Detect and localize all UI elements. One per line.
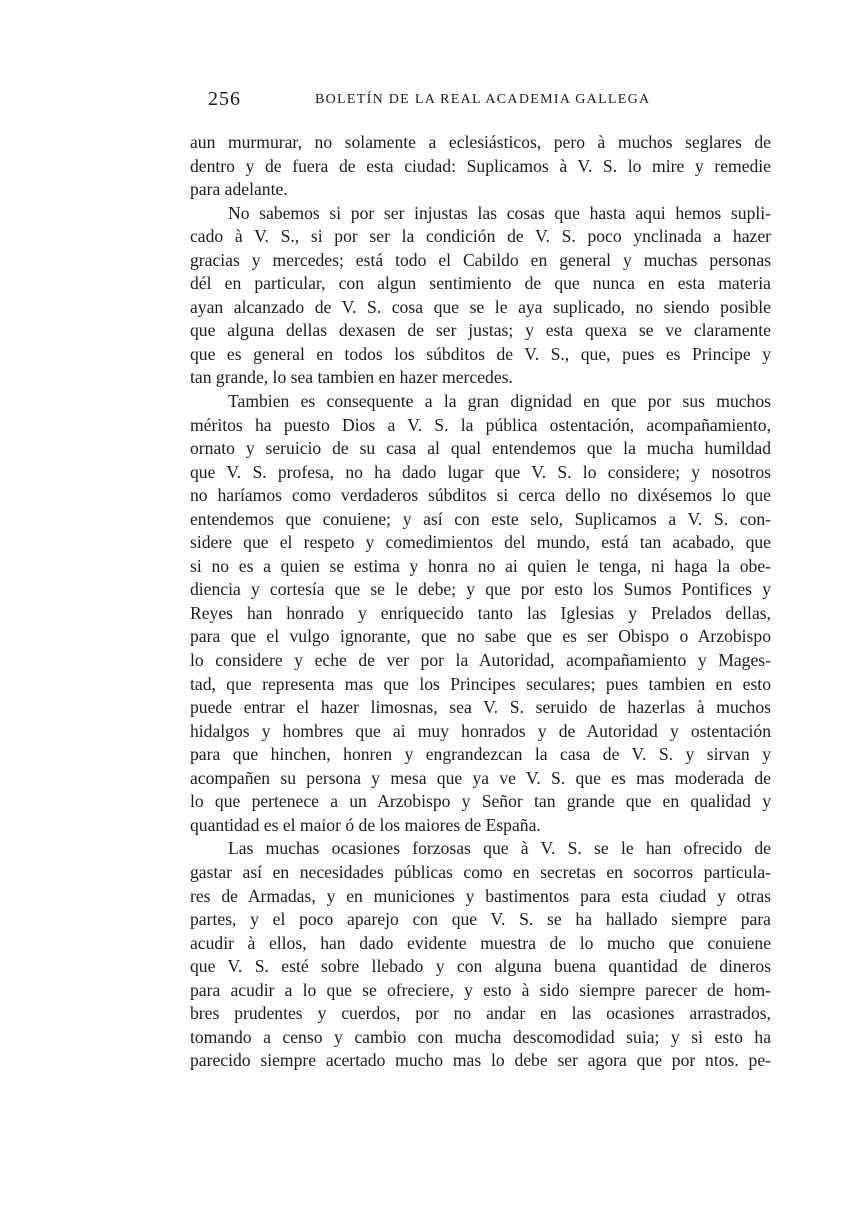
page-header <box>208 88 651 112</box>
text-line: que V. S. profesa, no ha dado lugar que V. S. lo considere; y nosotros <box>190 461 771 482</box>
text-line: tan grande, lo sea tambien en hazer mercedes. <box>190 367 513 388</box>
text-line: para adelante. <box>190 179 288 200</box>
text-line: lo considere y eche de ver por la Autoridad, acompañamiento y Mages- <box>190 650 771 671</box>
text-line: para que el vulgo ignorante, que no sabe que es ser Obispo o Arzobispo <box>190 626 771 647</box>
text-line: gastar así en necesidades públicas como en secretas en socorros particula- <box>190 861 771 882</box>
body-text <box>190 131 771 1073</box>
text-line: dél en particular, con algun sentimiento de que nunca en esta materia <box>190 273 771 294</box>
text-line: cado à V. S., si por ser la condición de V. S. poco ynclinada a hazer <box>190 226 771 247</box>
text-line: aun murmurar, no solamente a eclesiásticos, pero à muchos seglares de <box>190 132 771 152</box>
text-line: para que hinchen, honren y engrandezcan la casa de V. S. y sirvan y <box>190 744 771 765</box>
text-line: sidere que el respeto y comedimientos del mundo, está tan acabado, que <box>190 532 771 553</box>
text-line: no haríamos como verdaderos súbditos si cerca dello no dixésemos lo que <box>190 485 771 506</box>
text-line: bres prudentes y cuerdos, por no andar en las ocasiones arrastrados, <box>190 1003 771 1024</box>
text-line: que es general en todos los súbditos de V. S., que, pues es Principe y <box>190 343 771 364</box>
text-line: Las muchas ocasiones forzosas que à V. S. se le han ofrecido de <box>228 838 771 859</box>
text-line: si no es a quien se estima y honra no ai quien le tenga, ni haga la obe- <box>190 555 771 576</box>
text-line: parecido siempre acertado mucho mas lo debe ser agora que por ntos. pe- <box>190 1050 771 1071</box>
text-line: que alguna dellas dexasen de ser justas; y esta quexa se ve claramente <box>190 320 771 341</box>
text-line: res de Armadas, y en municiones y bastimentos para esta ciudad y otras <box>190 885 771 906</box>
text-line: tomando a censo y cambio con mucha descomodidad suia; y si esto ha <box>190 1026 771 1047</box>
text-line: Reyes han honrado y enriquecido tanto las Iglesias y Prelados dellas, <box>190 602 771 623</box>
text-line: quantidad es el maior ó de los maiores de España. <box>190 814 541 835</box>
text-line: diencia y cortesía que se le debe; y que por esto los Sumos Pontifices y <box>190 579 771 600</box>
text-line: ornato y seruicio de su casa al qual entendemos que la mucha humildad <box>190 438 771 459</box>
text-line: que V. S. esté sobre llebado y con alguna buena quantidad de dineros <box>190 956 771 977</box>
running-title: BOLETÍN DE LA REAL ACADEMIA GALLEGA <box>315 92 651 107</box>
text-line: tad, que representa mas que los Principes seculares; pues tambien en esto <box>190 673 771 694</box>
text-line: acompañen su persona y mesa que ya ve V. S. que es mas moderada de <box>190 767 771 788</box>
text-line: No sabemos si por ser injustas las cosas que hasta aqui hemos supli- <box>228 202 771 223</box>
text-line: gracias y mercedes; está todo el Cabildo en general y muchas personas <box>190 249 771 270</box>
text-line: Tambien es consequente a la gran dignidad en que por sus muchos <box>228 391 771 412</box>
text-line: partes, y el poco aparejo con que V. S. se ha hallado siempre para <box>190 909 771 930</box>
text-line: lo que pertenece a un Arzobispo y Señor tan grande que en qualidad y <box>190 791 771 812</box>
page-number: 256 <box>208 88 241 110</box>
text-line: ayan alcanzado de V. S. cosa que se le aya suplicado, no siendo posible <box>190 296 771 317</box>
text-line: para acudir a lo que se ofreciere, y esto à sido siempre parecer de hom- <box>190 979 771 1000</box>
text-line: acudir à ellos, han dado evidente muestra de lo mucho que conuiene <box>190 932 771 953</box>
text-line: hidalgos y hombres que ai muy honrados y de Autoridad y ostentación <box>190 720 771 741</box>
text-line: méritos ha puesto Dios a V. S. la pública ostentación, acompañamiento, <box>190 414 771 435</box>
text-line: entendemos que conuiene; y así con este selo, Suplicamos a V. S. con- <box>190 508 771 529</box>
text-line: puede entrar el hazer limosnas, sea V. S. seruido de hazerlas à muchos <box>190 697 771 718</box>
text-line: dentro y de fuera de esta ciudad: Suplicamos à V. S. lo mire y remedie <box>190 155 771 176</box>
